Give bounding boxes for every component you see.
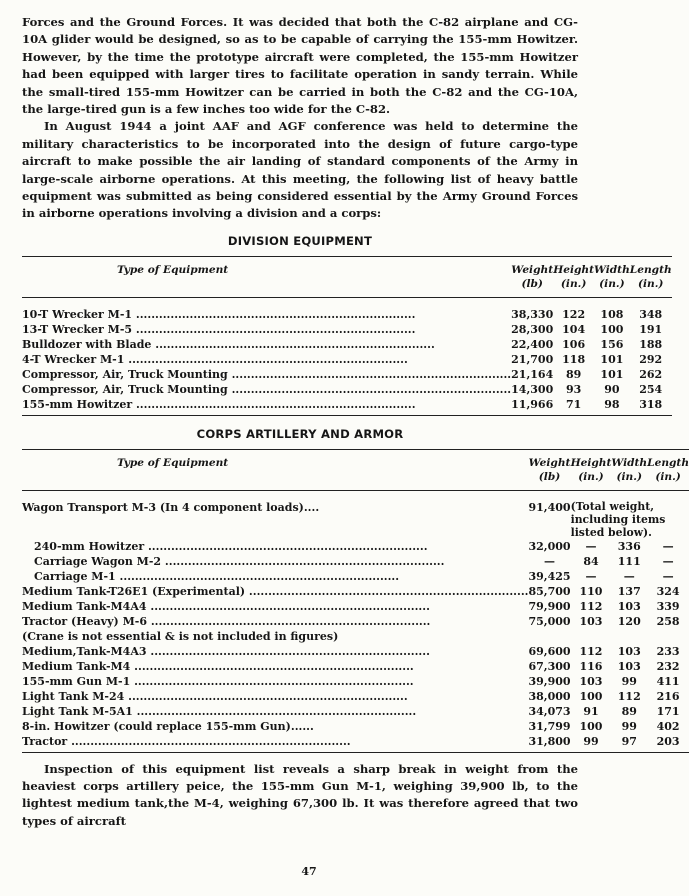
- height-cell: —: [585, 569, 597, 583]
- height-cell: 103: [579, 674, 603, 688]
- equipment-type: Wagon Transport M-3 (In 4 component loads)....: [22, 500, 320, 514]
- height-cell: 84: [583, 554, 599, 568]
- equipment-type: Bulldozer with Blade .....: [22, 337, 511, 352]
- weight-cell: 22,400: [511, 337, 554, 351]
- width-cell: 103: [617, 659, 641, 673]
- weight-cell: 79,900: [528, 599, 571, 613]
- length-cell: —: [662, 539, 674, 553]
- table-row: [22, 584, 689, 599]
- corps-artillery-table: [22, 449, 689, 753]
- paragraph-conference: In August 1944 a joint AAF and AGF conference was held to determine the military characteristics to be incorporated into the design of future cargo-type aircraft to make possible the air landing of standard components of the Army in large-scale airborne operations. At this meeting, the following list of heavy battle equipment was submitted as being considered essential by the Army Ground Forces in airborne operations involving a division and a corps:: [22, 119, 578, 221]
- corps-table-title: CORPS ARTILLERY AND ARMOR: [196, 426, 404, 441]
- length-cell: 411: [656, 674, 680, 688]
- table-row: [22, 734, 689, 753]
- length-cell: 402: [656, 719, 680, 733]
- width-cell: 103: [617, 599, 641, 613]
- weight-cell: 21,700: [511, 352, 554, 366]
- equipment-type: Tractor (Heavy) M-6 .....: [22, 614, 528, 629]
- weight-cell: 21,164: [511, 367, 554, 381]
- table-row: [22, 539, 689, 554]
- width-cell: 120: [617, 614, 641, 628]
- table-row: [22, 382, 672, 397]
- table-row: [22, 352, 672, 367]
- weight-cell: 91,400: [528, 500, 571, 514]
- width-cell: 101: [600, 352, 624, 366]
- weight-cell: 75,000: [528, 614, 571, 628]
- weight-cell: 85,700: [528, 584, 571, 598]
- height-cell: 110: [579, 584, 603, 598]
- height-cell: 112: [579, 599, 603, 613]
- header-height: Height (in.): [571, 450, 612, 491]
- page-number: 47: [301, 865, 317, 878]
- height-cell: 116: [579, 659, 603, 673]
- length-cell: 188: [639, 337, 663, 351]
- length-cell: 216: [656, 689, 680, 703]
- height-cell: —: [585, 539, 597, 553]
- height-cell: 106: [562, 337, 586, 351]
- table-row: [22, 337, 672, 352]
- table-row: [22, 614, 689, 629]
- table-row: [22, 704, 689, 719]
- length-cell: 318: [639, 397, 663, 411]
- weight-cell: 67,300: [528, 659, 571, 673]
- crane-note: (Crane is not essential & is not included in figures): [22, 629, 339, 643]
- width-cell: 336: [617, 539, 641, 553]
- length-cell: —: [662, 554, 674, 568]
- height-cell: 112: [579, 644, 603, 658]
- equipment-type: 10-T Wrecker M-1 .....: [22, 297, 511, 322]
- weight-cell: 31,799: [528, 719, 571, 733]
- equipment-type: Compressor, Air, Truck Mounting .....: [22, 367, 511, 382]
- weight-cell: 39,900: [528, 674, 571, 688]
- header-type: Type of Equipment: [22, 450, 528, 491]
- weight-cell: —: [544, 554, 556, 568]
- height-cell: 91: [583, 704, 599, 718]
- width-cell: 103: [617, 644, 641, 658]
- length-cell: 254: [639, 382, 663, 396]
- equipment-type: 240-mm Howitzer .....: [22, 539, 528, 554]
- header-type: Type of Equipment: [22, 257, 511, 298]
- table-row: [22, 569, 689, 584]
- width-cell: 100: [600, 322, 624, 336]
- table-row: [22, 490, 689, 539]
- table-row: [22, 659, 689, 674]
- length-cell: 191: [639, 322, 663, 336]
- equipment-type: 155-mm Howitzer .....: [22, 397, 511, 416]
- height-cell: 100: [579, 719, 603, 733]
- height-cell: 104: [562, 322, 586, 336]
- width-cell: 89: [621, 704, 637, 718]
- weight-cell: 11,966: [511, 397, 554, 411]
- equipment-type: Medium,Tank-M4A3 .....: [22, 644, 528, 659]
- equipment-type: Medium Tank-M4A4 .....: [22, 599, 528, 614]
- height-cell: 122: [562, 307, 586, 321]
- height-cell: 103: [579, 614, 603, 628]
- weight-cell: 34,073: [528, 704, 571, 718]
- length-cell: 324: [656, 584, 680, 598]
- header-length: Length (in.): [647, 450, 689, 491]
- length-cell: 262: [639, 367, 663, 381]
- table-row: [22, 297, 672, 322]
- equipment-type: Carriage Wagon M-2 .....: [22, 554, 528, 569]
- table-header-row: [22, 450, 689, 491]
- table-row: [22, 554, 689, 569]
- weight-cell: 14,300: [511, 382, 554, 396]
- width-cell: 99: [621, 719, 637, 733]
- height-cell: 118: [562, 352, 586, 366]
- width-cell: 111: [617, 554, 641, 568]
- equipment-type: Medium Tank-M4 .....: [22, 659, 528, 674]
- table-row: [22, 674, 689, 689]
- equipment-type: Compressor, Air, Truck Mounting .....: [22, 382, 511, 397]
- equipment-type: 8-in. Howitzer (could replace 155-mm Gun)......: [22, 719, 314, 733]
- header-weight: Weight (lb): [511, 257, 553, 298]
- height-cell: 89: [565, 367, 582, 381]
- length-cell: 203: [656, 734, 680, 748]
- weight-cell: 32,000: [528, 539, 571, 553]
- table-row: [22, 644, 689, 659]
- equipment-type: Light Tank M-5A1 .....: [22, 704, 528, 719]
- height-cell: 93: [565, 382, 582, 396]
- total-weight-note: (Total weight, including items listed below).: [570, 499, 666, 539]
- weight-cell: 38,000: [528, 689, 571, 703]
- table-row: [22, 689, 689, 704]
- equipment-type: 13-T Wrecker M-5 .....: [22, 322, 511, 337]
- equipment-type: Tractor .....: [22, 734, 528, 753]
- width-cell: —: [623, 569, 635, 583]
- equipment-type: Light Tank M-24 .....: [22, 689, 528, 704]
- table-header-row: [22, 257, 672, 298]
- width-cell: 98: [604, 397, 620, 411]
- weight-cell: 31,800: [528, 734, 571, 748]
- width-cell: 101: [600, 367, 624, 381]
- width-cell: 156: [600, 337, 624, 351]
- header-length: Length (in.): [630, 257, 672, 298]
- length-cell: —: [662, 569, 674, 583]
- height-cell: 100: [579, 689, 603, 703]
- table-row: [22, 367, 672, 382]
- table-row: [22, 322, 672, 337]
- header-height: Height (in.): [553, 257, 594, 298]
- weight-cell: 39,425: [528, 569, 571, 583]
- length-cell: 348: [639, 307, 663, 321]
- length-cell: 292: [639, 352, 663, 366]
- table-row: [22, 719, 689, 734]
- width-cell: 99: [621, 674, 637, 688]
- width-cell: 97: [621, 734, 637, 748]
- length-cell: 258: [656, 614, 680, 628]
- width-cell: 108: [600, 307, 624, 321]
- weight-cell: 28,300: [511, 322, 554, 336]
- paragraph-inspection: Inspection of this equipment list reveals a sharp break in weight from the heaviest corps artillery peice, the 155-mm Gun M-1, weighing 39,900 lb, to the lightest medium tank,the M-4, weighing 67,300 lb. It was therefore agreed that two types of aircraft: [22, 761, 578, 828]
- length-cell: 171: [656, 704, 680, 718]
- height-cell: 99: [583, 734, 599, 748]
- length-cell: 339: [656, 599, 680, 613]
- equipment-type: 4-T Wrecker M-1 .....: [22, 352, 511, 367]
- weight-cell: 38,330: [511, 307, 554, 321]
- paragraph-intro: Forces and the Ground Forces. It was decided that both the C-82 airplane and CG-10A glider would be designed, so as to be capable of carrying the 155-mm Howitzer. However, by the time the prototype aircraft were completed, the 155-mm Howitzer had been equipped with larger tires to facilitate operation in sandy terrain. While the small-tired 155-mm Howitzer can be carried in both the C-82 and the CG-10A, the large-tired gun is a few inches too wide for the C-82.: [22, 15, 578, 116]
- header-weight: Weight (lb): [528, 450, 570, 491]
- equipment-type: Medium Tank-T26E1 (Experimental) .....: [22, 584, 528, 599]
- length-cell: 233: [656, 644, 680, 658]
- width-cell: 112: [617, 689, 641, 703]
- weight-cell: 69,600: [528, 644, 571, 658]
- division-table-title: DIVISION EQUIPMENT: [227, 233, 373, 248]
- header-width: Width (in.): [594, 257, 630, 298]
- equipment-type: Carriage M-1 .....: [22, 569, 528, 584]
- equipment-type: 155-mm Gun M-1 .....: [22, 674, 528, 689]
- header-width: Width (in.): [611, 450, 647, 491]
- division-equipment-table: [22, 256, 672, 416]
- width-cell: 137: [617, 584, 641, 598]
- table-row: [22, 397, 672, 416]
- table-row: [22, 599, 689, 614]
- length-cell: 232: [656, 659, 680, 673]
- height-cell: 71: [565, 397, 582, 411]
- width-cell: 90: [604, 382, 620, 396]
- table-row: [22, 629, 689, 644]
